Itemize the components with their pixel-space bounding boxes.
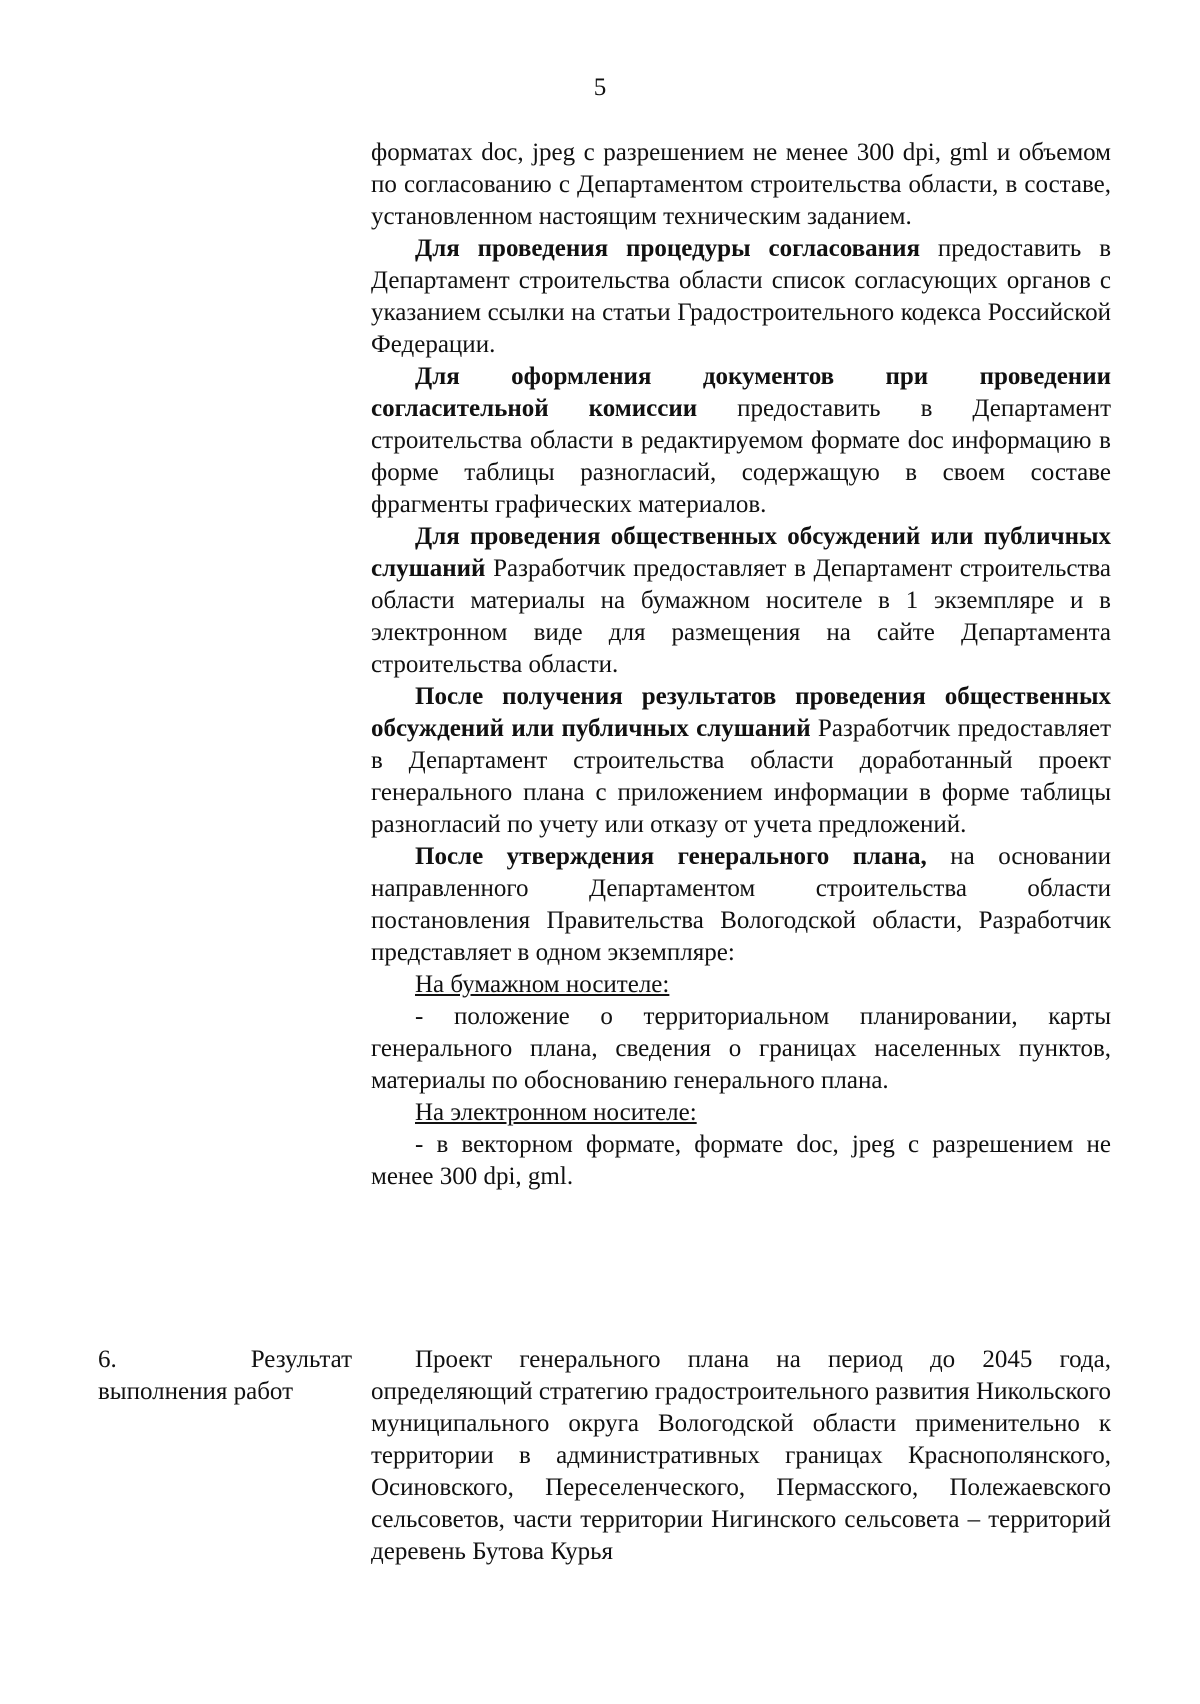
after-approval-text: на основании направленного Департаментом строительства области постановления Правительства Вологодской области, Разработчик представляет в одном экземпляре: — [371, 843, 1112, 966]
public-hearings-text: Разработчик предоставляет в Департамент строительства области материалы на бумажном носителе в 1 экземпляре и в электронном виде для размещения на сайте Департамента строительства области. — [371, 555, 1111, 678]
electronic-medium-heading-text: На электронном носителе: — [415, 1099, 697, 1126]
result-paragraph: Проект генерального плана на период до 2045 года, определяющий стратегию градостроительного развития Никольского муниципального округа Вологодской области применительно к территории в административных границах Краснополянского, Осиновского, Переселенческого, Пермасского, Полежаевского сельсоветов, части территории Нигинского сельсовета – территорий деревень Бутова Курья — [371, 1346, 1111, 1565]
electronic-medium-heading — [371, 1097, 1111, 1129]
conciliation-commission-text: предоставить в Департамент строительства области в редактируемом формате doc информацию в форме таблицы разногласий, содержащую в своем составе фрагменты графических материалов. — [371, 395, 1112, 518]
paper-medium-item: - положение о территориальном планировании, карты генерального плана, сведения о границах населенных пунктов, материалы по обоснованию генерального плана. — [371, 1003, 1111, 1094]
row-6-label — [98, 1344, 352, 1408]
requirements-section — [371, 137, 1111, 1193]
electronic-medium-item: - в векторном формате, формате doc, jpeg с разрешением не менее 300 dpi, gml. — [371, 1131, 1111, 1190]
row-6-number: 6. — [98, 1346, 117, 1373]
paragraph-after-hearings — [371, 681, 1111, 841]
paper-medium-heading-text: На бумажном носителе: — [415, 971, 670, 998]
row-6-content — [371, 1344, 1111, 1568]
page-number: 5 — [593, 74, 607, 101]
paragraph-after-approval — [371, 841, 1111, 969]
approval-procedure-text: предоставить в Департамент строительства области список согласующих органов с указанием ссылки на статьи Градостроительного кодекса Российской Федерации. — [371, 235, 1111, 358]
paragraph-formats: форматах doc, jpeg с разрешением не менее 300 dpi, gml и объемом по согласованию с Департаментом строительства области, в составе, установленном настоящим техническим заданием. — [371, 139, 1111, 230]
approval-procedure-lead: Для проведения процедуры согласования — [415, 235, 920, 262]
paper-medium-heading — [371, 969, 1111, 1001]
public-hearings-lead: Для проведения общественных обсуждений или публичных слушаний — [371, 523, 1111, 582]
paragraph-public-hearings — [371, 521, 1111, 681]
paragraph-approval-procedure — [371, 233, 1111, 361]
row-6-first-line — [98, 1344, 352, 1376]
after-hearings-text: Разработчик предоставляет в Департамент строительства области доработанный проект генерального плана с приложением информации в форме таблицы разногласий по учету или отказу от учета предложений. — [371, 715, 1111, 838]
after-hearings-lead: После получения результатов проведения общественных обсуждений или публичных слушаний — [371, 683, 1111, 742]
paragraph-conciliation-commission — [371, 361, 1111, 521]
row-6-title-second: выполнения работ — [98, 1378, 294, 1405]
conciliation-commission-lead: Для оформления документов при проведении согласительной комиссии — [371, 363, 1111, 422]
after-approval-lead: После утверждения генерального плана, — [415, 843, 927, 870]
row-6-title-first: Результат — [250, 1346, 352, 1373]
